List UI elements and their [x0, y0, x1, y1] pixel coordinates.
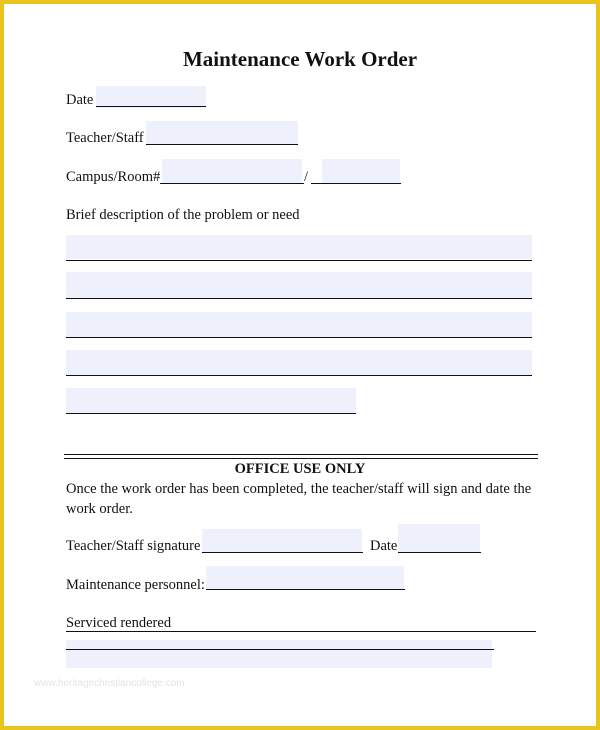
personnel-label: Maintenance personnel:	[66, 577, 205, 593]
signature-underline	[202, 552, 363, 553]
description-field-4[interactable]	[66, 350, 532, 375]
teacher-field[interactable]	[146, 121, 298, 145]
description-line-5	[66, 413, 356, 414]
section-divider-top	[64, 454, 538, 455]
date-underline	[96, 106, 206, 107]
teacher-label: Teacher/Staff	[66, 130, 144, 146]
office-use-heading: OFFICE USE ONLY	[234, 461, 366, 477]
signature-date-underline	[398, 552, 481, 553]
description-label: Brief description of the problem or need	[66, 207, 300, 223]
serviced-line-1	[66, 631, 536, 632]
campus-underline	[160, 183, 304, 184]
description-line-3	[66, 337, 532, 338]
description-field-5[interactable]	[66, 388, 356, 413]
description-line-1	[66, 260, 532, 261]
description-line-4	[66, 375, 532, 376]
section-divider-bottom	[64, 458, 538, 459]
room-field[interactable]	[322, 159, 400, 184]
personnel-underline	[206, 589, 405, 590]
signature-date-field[interactable]	[398, 524, 480, 553]
room-underline	[311, 183, 401, 184]
date-field[interactable]	[96, 86, 206, 108]
date-label: Date	[66, 92, 94, 108]
description-field-1[interactable]	[66, 235, 532, 259]
teacher-underline	[146, 144, 298, 145]
form-title: Maintenance Work Order	[182, 47, 418, 71]
description-field-3[interactable]	[66, 312, 532, 337]
serviced-field[interactable]	[66, 640, 492, 668]
watermark: www.heritagechristiancollege.com	[34, 678, 185, 689]
office-instructions-line-1: Once the work order has been completed, the teacher/staff will sign and date the	[66, 481, 532, 497]
campus-separator: /	[304, 169, 309, 185]
serviced-line-2	[66, 649, 494, 650]
description-line-2	[66, 298, 532, 299]
form-page	[4, 4, 596, 726]
serviced-label: Serviced rendered	[66, 615, 172, 631]
signature-field[interactable]	[202, 529, 362, 553]
campus-field[interactable]	[162, 159, 302, 184]
signature-date-label: Date	[370, 538, 398, 554]
personnel-field[interactable]	[206, 566, 404, 590]
signature-label: Teacher/Staff signature	[66, 538, 201, 554]
description-field-2[interactable]	[66, 272, 532, 298]
campus-label: Campus/Room#	[66, 169, 161, 185]
office-instructions-line-2: work order.	[66, 501, 133, 517]
